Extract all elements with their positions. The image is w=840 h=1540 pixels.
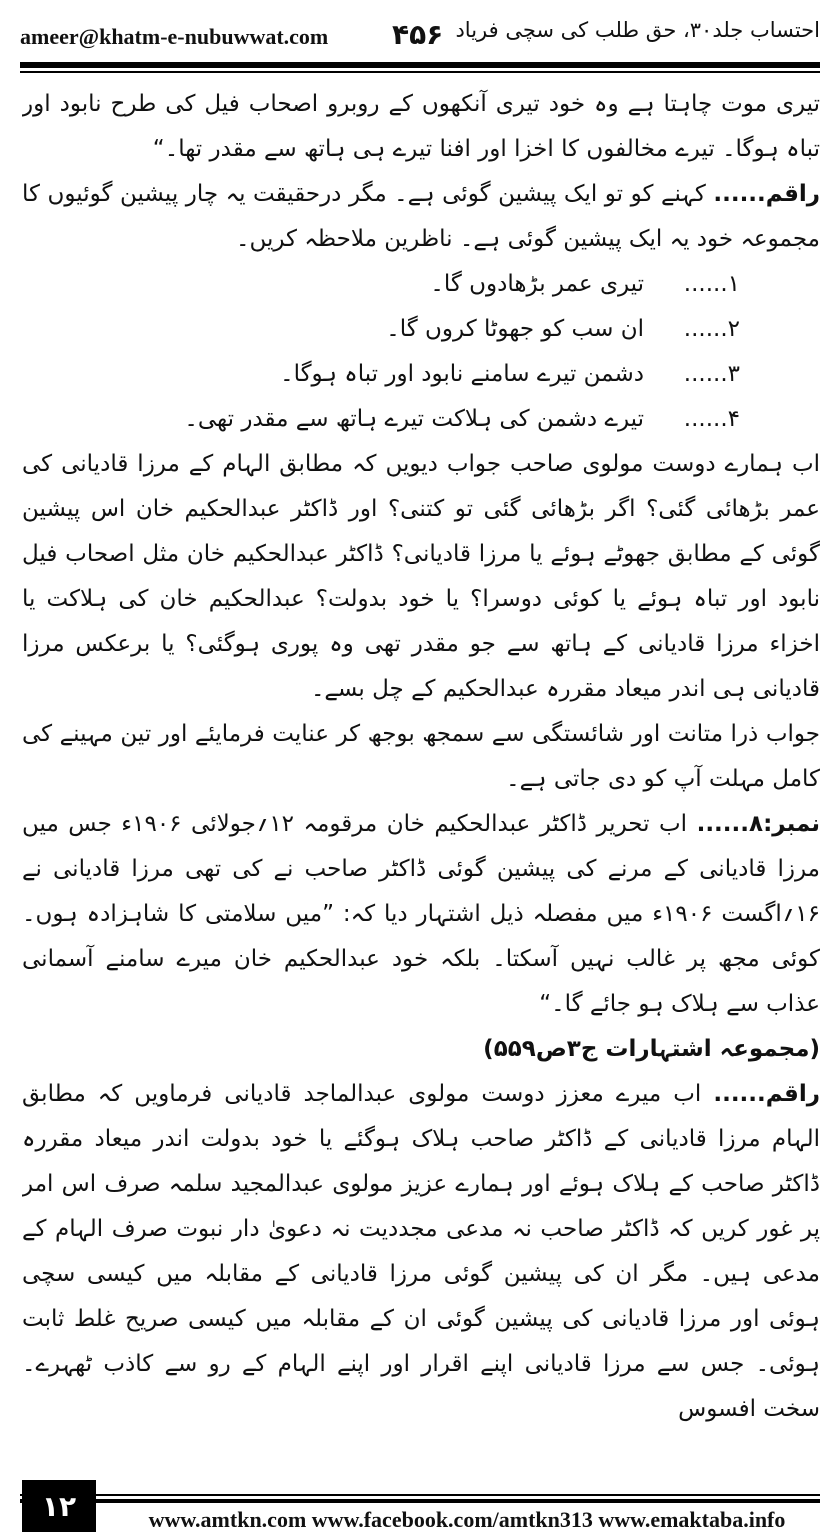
page-header: [20, 14, 820, 58]
header-email: ameer@khatm-e-nubuwwat.com: [20, 24, 329, 49]
list-item: [22, 307, 740, 352]
list-text: ان سب کو جھوٹا کروں گا۔: [386, 316, 644, 342]
paragraph-2: [22, 172, 820, 262]
number-8-label: نمبر:۸......: [696, 811, 820, 837]
paragraph-4: جواب ذرا متانت اور شائستگی سے سمجھ بوجھ کر عنایت فرمایئے اور تین مہینے کی کامل مہلت آپ کو دی جاتی ہے۔: [22, 721, 820, 792]
footer-rule-thick: [20, 1499, 820, 1503]
list-item: [22, 352, 740, 397]
header-rule-thick: [20, 62, 820, 68]
list-number: ۴......: [683, 406, 740, 432]
raqim-label: راقم......: [713, 181, 820, 207]
paragraph-5: [22, 802, 820, 1027]
footer-page-number: ۱۲: [22, 1480, 96, 1532]
paragraph-3: اب ہمارے دوست مولوی صاحب جواب دیویں کہ مطابق الہام کے مرزا قادیانی کی عمر بڑھائی گئی؟ اگر بڑھائی گئی تو کتنی؟ اور ڈاکٹر عبدالحکیم خان اس پیشین گوئی کے مطابق جھوٹے ہوئے یا مرزا قادیانی؟ ڈاکٹر عبدالحکیم خان مثل اصحاب فیل نابود اور تباہ ہوئے یا کوئی دوسرا؟ یا خود بدولت؟ عبدالحکیم خان کی ہلاکت یا اخزاء مرزا قادیانی کے ہاتھ سے جو مقدر تھی وہ پوری ہوگئی؟ یا برعکس مرزا قادیانی ہی اندر میعاد مقررہ عبدالحکیم کے چل بسے۔: [22, 451, 820, 702]
paragraph-6: [22, 1072, 820, 1432]
header-book-title: احتساب جلد۳۰، حق طلب کی سچی فریاد: [455, 18, 820, 42]
list-item: [22, 397, 740, 442]
header-page-number: ۴۵۶: [392, 18, 444, 51]
list-text: تیرے دشمن کی ہلاکت تیرے ہاتھ سے مقدر تھی۔: [184, 406, 644, 432]
list-number: ۲......: [683, 316, 740, 342]
list-text: دشمن تیرے سامنے نابود اور تباہ ہوگا۔: [280, 361, 644, 387]
footer-rule: [20, 1494, 820, 1496]
list-number: ۱......: [683, 271, 740, 297]
paragraph-2-text: کہنے کو تو ایک پیشین گوئی ہے۔ مگر درحقیقت یہ چار پیشین گوئیوں کا مجموعہ خود یہ ایک پیشین گوئی ہے۔ ناظرین ملاحظہ کریں۔: [22, 181, 820, 252]
raqim-label-2: راقم......: [713, 1081, 820, 1107]
prophecy-list: [22, 262, 820, 442]
list-text: تیری عمر بڑھادوں گا۔: [430, 271, 644, 297]
reference-citation: (مجموعہ اشتہارات ج۳ص۵۵۹): [483, 1036, 820, 1062]
paragraph-6-text: اب میرے معزز دوست مولوی عبدالماجد قادیانی فرماویں کہ مطابق الہام مرزا قادیانی کے ڈاکٹر صاحب ہلاک ہوگئے یا خود بدولت اندر میعاد مقررہ ڈاکٹر صاحب کے ہلاک ہوئے اور ہمارے عزیز مولوی عبدالمجید سلمہ صرف اس امر پر غور کریں کہ ڈاکٹر صاحب نہ مدعی مجددیت نہ دعویٰ دار نبوت صرف الہام کے مدعی ہیں۔ مگر ان کی پیشین گوئی مرزا قادیانی کے مقابلہ میں کیسی سچی ہوئی اور مرزا قادیانی کی پیشین گوئی ان کے مقابلہ میں کیسی صریح غلط ثابت ہوئی۔ جس سے مرزا قادیانی اپنے اقرار اور اپنے الہام کے رو سے کاذب ٹھہرے۔ سخت افسوس: [22, 1081, 820, 1422]
paragraph-5-text: اب تحریر ڈاکٹر عبدالحکیم خان مرقومہ ۱۲؍جولائی ۱۹۰۶ء جس میں مرزا قادیانی کے مرنے کی پیشین گوئی ڈاکٹر صاحب نے کی تھی مرزا قادیانی نے ۱۶؍اگست ۱۹۰۶ء میں مفصلہ ذیل اشتہار دیا کہ: ”میں سلامتی کا شاہزادہ ہوں۔ کوئی مجھ پر غالب نہیں آسکتا۔ بلکہ خود عبدالحکیم خان میرے سامنے آسمانی عذاب سے ہلاک ہو جائے گا۔“: [22, 811, 820, 1017]
page-body: [22, 82, 820, 1442]
list-item: [22, 262, 740, 307]
footer-links[interactable]: www.amtkn.com www.facebook.com/amtkn313 www.emaktaba.info: [148, 1507, 786, 1532]
paragraph-1: تیری موت چاہتا ہے وہ خود تیری آنکھوں کے روبرو اصحاب فیل کی طرح نابود اور تباہ ہوگا۔ تیرے مخالفوں کا اخزا اور افنا تیرے ہی ہاتھ سے مقدر تھا۔“: [22, 91, 820, 162]
header-rule-thin: [20, 71, 820, 73]
list-number: ۳......: [683, 361, 740, 387]
